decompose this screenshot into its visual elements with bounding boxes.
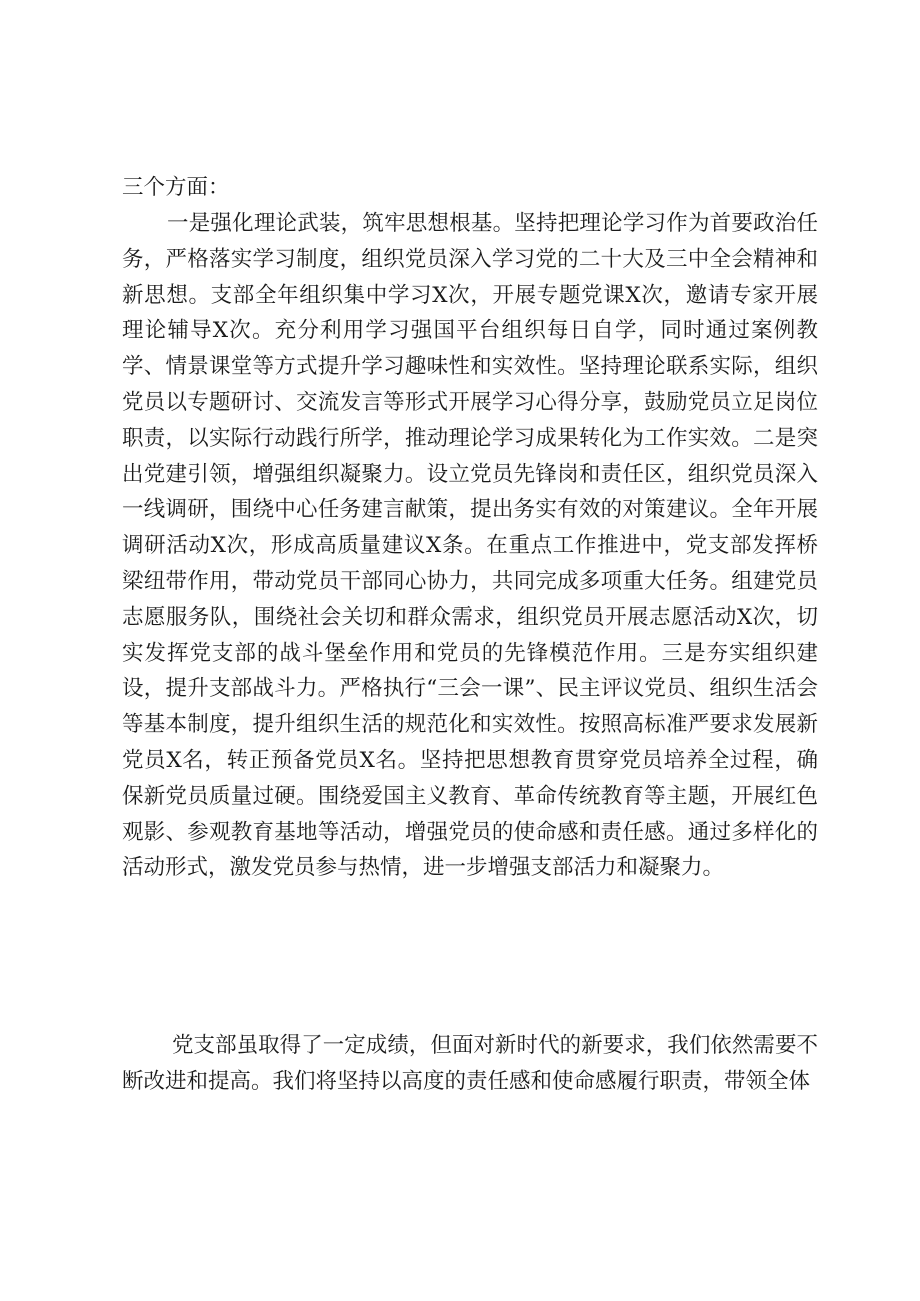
body-paragraph-outlook: 党支部虽取得了一定成绩，但面对新时代的新要求，我们依然需要不断改进和提高。我们将坚持以高度的责任感和使命感履行职责，带领全体 (122, 1033, 818, 1094)
section-intro: 三个方面： (122, 175, 230, 200)
body-paragraph-achievements: 一是强化理论武装，筑牢思想根基。坚持把理论学习作为首要政治任务，严格落实学习制度，组织党员深入学习党的二十大及三中全会精神和新思想。支部全年组织集中学习X次，开展专题党课X次，邀请专家开展理论辅导X次。充分利用学习强国平台组织每日自学，同时通过案例教学、情景课堂等方式提升学习趣味性和实效性。坚持理论联系实际，组织党员以专题研讨、交流发言等形式开展学习心得分享，鼓励党员立足岗位职责，以实际行动践行所学，推动理论学习成果转化为工作实效。二是突出党建引领，增强组织凝聚力。设立党员先锋岗和责任区，组织党员深入一线调研，围绕中心任务建言献策，提出务实有效的对策建议。全年开展调研活动X次，形成高质量建议X条。在重点工作推进中，党支部发挥桥梁纽带作用，带动党员干部同心协力，共同完成多项重大任务。组建党员志愿服务队，围绕社会关切和群众需求，组织党员开展志愿活动X次，切实发挥党支部的战斗堡垒作用和党员的先锋模范作用。三是夯实组织建设，提升支部战斗力。严格执行“三会一课”、民主评议党员、组织生活会等基本制度，提升组织生活的规范化和实效性。按照高标准严要求发展新党员X名，转正预备党员X名。坚持把思想教育贯穿党员培养全过程，确保新党员质量过硬。围绕爱国主义教育、革命传统教育等主题，开展红色观影、参观教育基地等活动，增强党员的使命感和责任感。通过多样化的活动形式，激发党员参与热情，进一步增强支部活力和凝聚力。 (122, 211, 818, 881)
